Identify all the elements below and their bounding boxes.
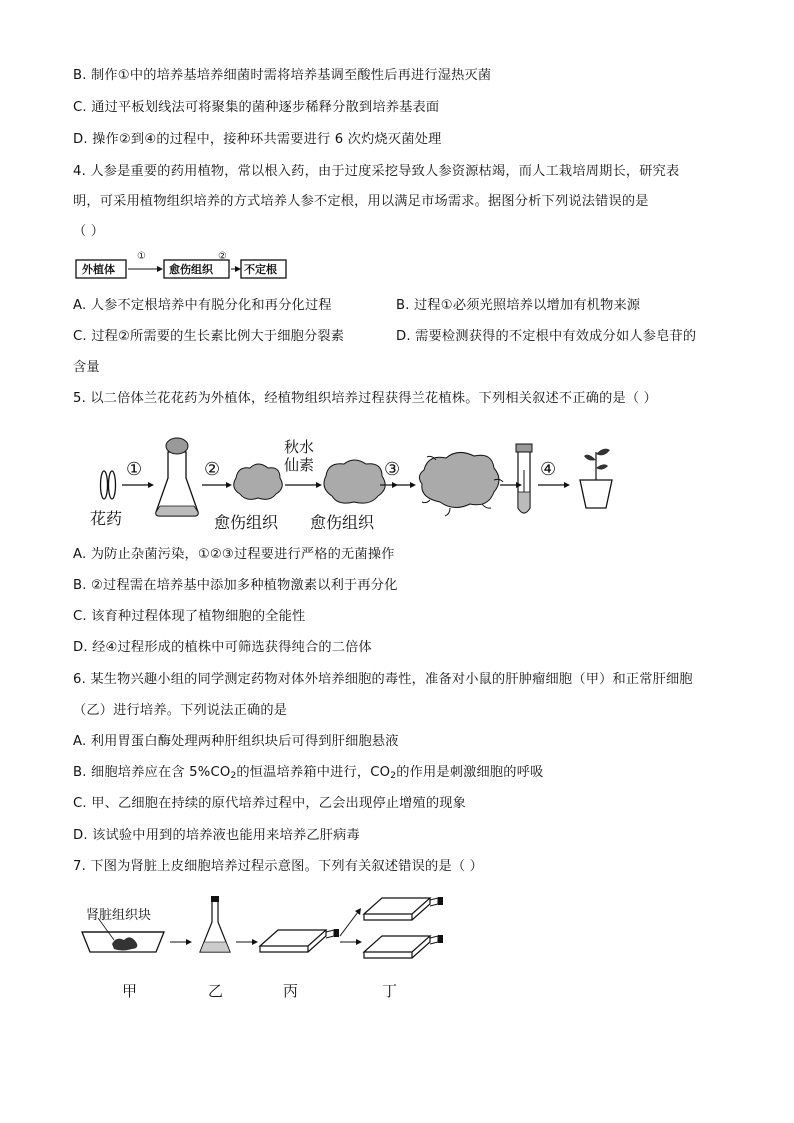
q7-label-yi: 乙 [208,982,224,1000]
q6-option-a: A. 利用胃蛋白酶处理两种肝组织块后可得到肝细胞悬液 [73,734,399,749]
q5-step-4: ④ [540,459,557,480]
q4-stem-line1: 4. 人参是重要的药用植物，常以根入药，由于过度采挖导致人参资源枯竭，而人工栽培周期长，研究表 [73,164,680,179]
q3-option-d: D. 操作②到④的过程中，接种环共需要进行 6 次灼烧灭菌处理 [73,132,442,147]
q4-answer-blank: （ ） [73,224,105,239]
q6-option-b-subscript-2: 2 [390,771,397,781]
q6-stem-line2: （乙）进行培养。下列说法正确的是 [73,703,288,718]
q5-colchicine-line2: 仙素 [284,456,315,474]
q6-stem-line1: 6. 某生物兴趣小组的同学测定药物对体外培养细胞的毒性，准备对小鼠的肝肿瘤细胞（甲）和正常肝细胞 [73,672,693,687]
q6-option-b [73,764,543,785]
q5-label-callus-1: 愈伤组织 [214,513,279,532]
q5-option-a: A. 为防止杂菌污染，①②③过程要进行严格的无菌操作 [73,547,395,562]
q6-option-b-part1: B. 细胞培养应在含 5%CO [73,765,231,780]
q4-box-callus: 愈伤组织 [169,263,213,276]
q6-option-b-part2: 的恒温培养箱中进行，CO [236,765,391,780]
q7-figure [78,892,448,1007]
q7-label-jia: 甲 [122,982,138,1000]
q5-option-d: D. 经④过程形成的植株中可筛选获得纯合的二倍体 [73,640,372,655]
q4-flowchart [73,252,293,286]
q7-label-bing: 丙 [283,982,299,1000]
q4-option-c: C. 过程②所需要的生长素比例大于细胞分裂素 [73,329,345,344]
q4-step-2: ② [218,251,227,262]
q5-step-2: ② [204,459,221,480]
q5-step-3: ③ [384,459,401,480]
q5-stem: 5. 以二倍体兰花花药为外植体，经植物组织培养过程获得兰花植株。下列相关叙述不正确的是（ ） [73,391,658,406]
q5-label-anther: 花药 [90,509,123,528]
q7-label-ding: 丁 [382,982,398,1000]
q5-label-callus-2: 愈伤组织 [310,513,375,532]
q7-stem: 7. 下图为肾脏上皮细胞培养过程示意图。下列有关叙述错误的是（ ） [73,859,484,874]
q5-option-c: C. 该育种过程体现了植物细胞的全能性 [73,609,306,624]
q4-step-1: ① [137,251,146,262]
q4-option-b: B. 过程①必须光照培养以增加有机物来源 [396,298,641,313]
q4-option-d: D. 需要检测获得的不定根中有效成分如人参皂苷的 [396,329,697,344]
q4-box-explant: 外植体 [82,263,115,276]
q5-option-b: B. ②过程需在培养基中添加多种植物激素以利于再分化 [73,578,398,593]
q6-option-b-subscript-1: 2 [230,771,237,781]
q3-option-c: C. 通过平板划线法可将聚集的菌种逐步稀释分散到培养基表面 [73,100,440,115]
q6-option-b-part3: 的作用是刺激细胞的呼吸 [396,765,544,780]
q5-step-1: ① [126,459,143,480]
q6-option-d: D. 该试验中用到的培养液也能用来培养乙肝病毒 [73,828,360,843]
q4-box-adventitious-root: 不定根 [244,263,277,276]
q6-option-c: C. 甲、乙细胞在持续的原代培养过程中，乙会出现停止增殖的现象 [73,796,467,811]
q5-colchicine-line1: 秋水 [284,438,315,456]
q5-figure [90,430,630,535]
q7-label-kidney-tissue: 肾脏组织块 [86,908,152,923]
q4-option-a: A. 人参不定根培养中有脱分化和再分化过程 [73,298,332,313]
q4-option-d-continued: 含量 [73,360,100,375]
q4-stem-line2: 明，可采用植物组织培养的方式培养人参不定根，用以满足市场需求。据图分析下列说法错误的是 [73,194,649,209]
q3-option-b: B. 制作①中的培养基培养细菌时需将培养基调至酸性后再进行湿热灭菌 [73,68,492,83]
